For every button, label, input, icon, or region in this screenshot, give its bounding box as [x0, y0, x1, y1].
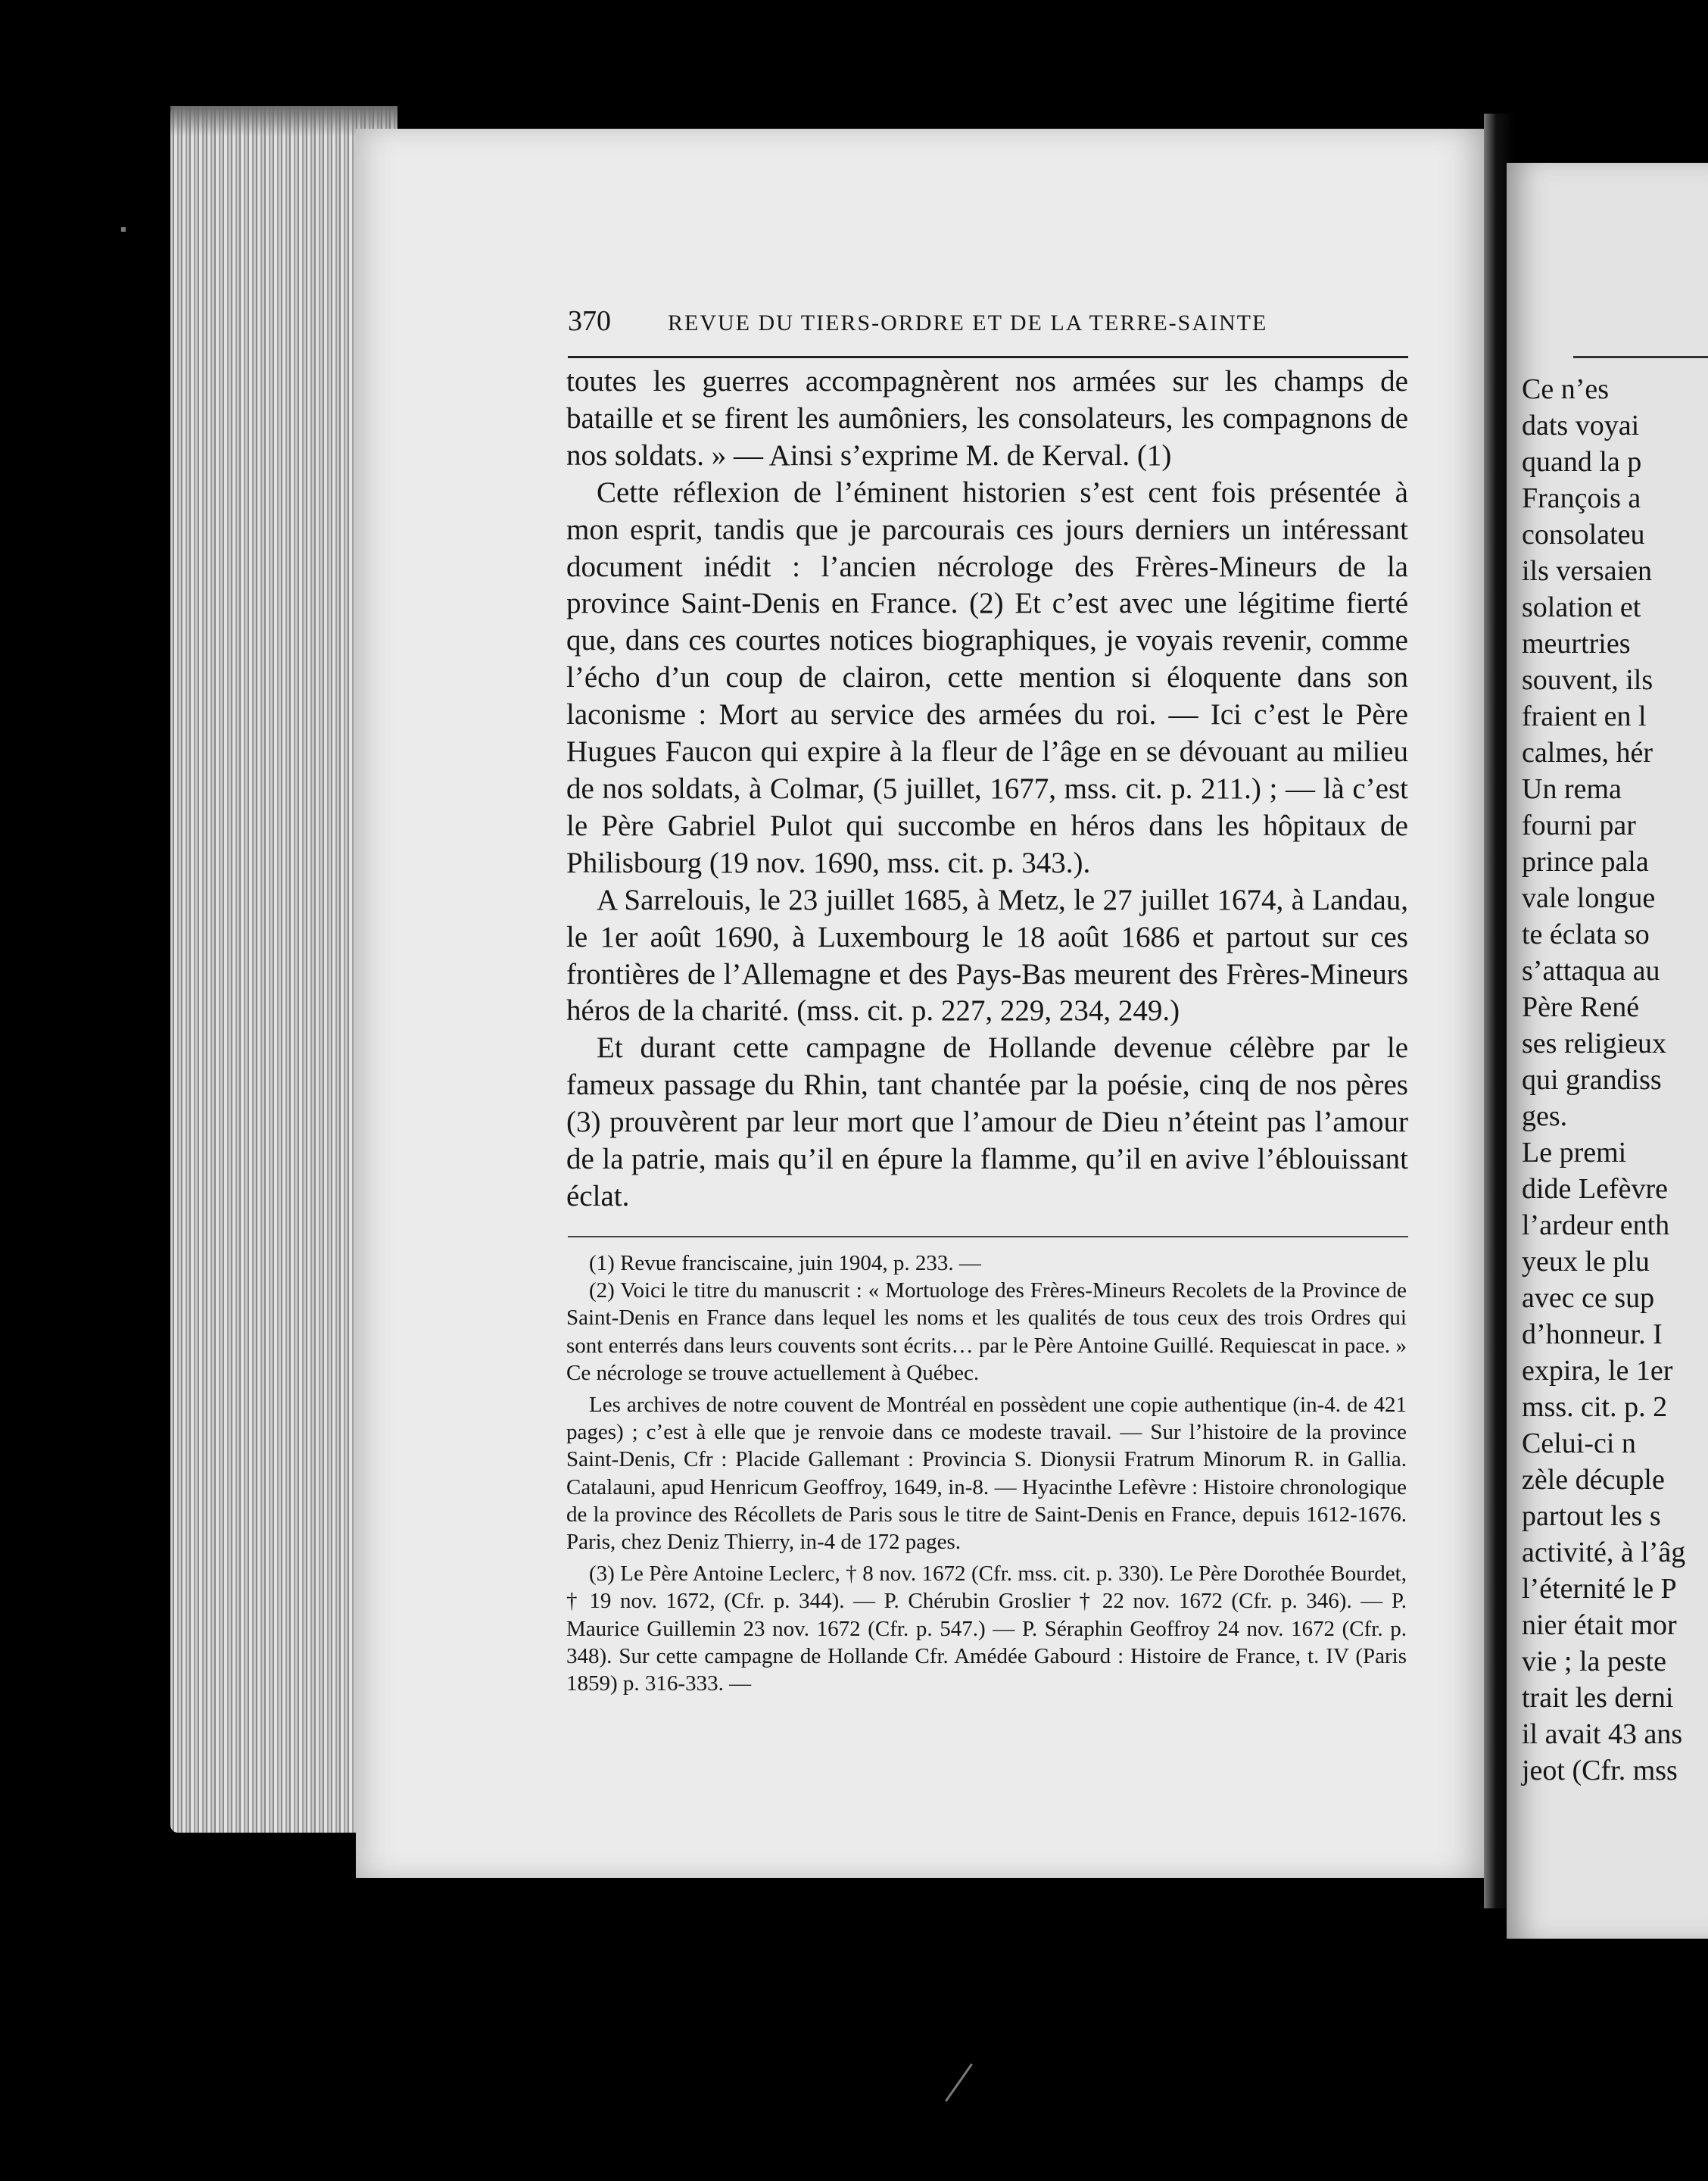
footnote: (1) Revue franciscaine, juin 1904, p. 233. —: [589, 1251, 981, 1275]
right-header-rule: [1573, 356, 1708, 358]
right-page-line: nier était mor: [1522, 1609, 1677, 1641]
running-head: REVUE DU TIERS-ORDRE ET DE LA TERRE-SAINTE: [668, 310, 1268, 335]
right-page-line: il avait 43 ans: [1522, 1718, 1683, 1750]
footnote: Les archives de notre couvent de Montréal en possèdent une copie authentique (in-4. de 421 pages) ; c’est à elle que je renvoie dans ce modeste travail. — Sur l’histoire de la province Saint-Denis, Cfr : Placide Gallemant : Provincia S. Dionysii Fratrum Minorum R. in Gallia. Catalauni, apud Henricum Geoffroy, 1649, in-8. — Hyacinthe Lefèvre : Histoire chronologique de la province des Récollets de Paris sous le titre de Saint-Denis en France, depuis 1612-1676. Paris, chez Deniz Thierry, in-4 de 172 pages.: [566, 1393, 1407, 1555]
right-page-line: calmes, hér: [1522, 737, 1653, 769]
footnote: (3) Le Père Antoine Leclerc, † 8 nov. 1672 (Cfr. mss. cit. p. 330). Le Père Dorothée Bourdet, † 19 nov. 1672, (Cfr. p. 344). — P. Chérubin Groslier † 22 nov. 1672 (Cfr. p. 346). — P. Maurice Guillemin 23 nov. 1672 (Cfr. p. 547.) — P. Séraphin Geoffroy 24 nov. 1672 (Cfr. p. 348). Sur cette campagne de Hollande Cfr. Amédée Gabourd : Histoire de France, t. IV (Paris 1859) p. 316-333. —: [566, 1562, 1407, 1696]
right-page-line: l’ardeur enth: [1522, 1209, 1670, 1241]
right-page-line: vie ; la peste: [1522, 1646, 1666, 1677]
right-page-text: [1522, 371, 1708, 1789]
right-page-line: avec ce sup: [1522, 1282, 1655, 1314]
paragraph: A Sarrelouis, le 23 juillet 1685, à Metz, le 27 juillet 1674, à Landau, le 1er août 1690, à Luxembourg le 18 août 1686 et partout sur ces frontières de l’Allemagne et des Pays-Bas meurent des Frères-Mineurs héros de la charité. (mss. cit. p. 227, 229, 234, 249.): [566, 883, 1408, 1028]
right-page-line: dats voyai: [1522, 410, 1640, 442]
right-page-line: souvent, ils: [1522, 664, 1653, 696]
right-page-line: ils versaien: [1522, 555, 1653, 587]
right-page-line: activité, à l’âg: [1522, 1537, 1686, 1568]
right-page-line: consolateu: [1522, 519, 1645, 551]
right-page-line: François a: [1522, 482, 1641, 514]
right-page-line: Celui-ci n: [1522, 1427, 1636, 1459]
right-page-line: s’attaqua au: [1522, 955, 1660, 987]
right-page-line: trait les derni: [1522, 1682, 1674, 1714]
right-page-line: meurtries: [1522, 628, 1631, 660]
right-page-line: jeot (Cfr. mss: [1522, 1755, 1678, 1786]
body-text: [566, 364, 1408, 1215]
right-page-line: qui grandiss: [1522, 1064, 1662, 1096]
right-page-line: zèle décuple: [1522, 1464, 1665, 1496]
page-header: [568, 304, 1408, 344]
right-page-line: expira, le 1er: [1522, 1355, 1673, 1387]
right-page-line: Le premi: [1522, 1137, 1627, 1169]
right-page-line: ges.: [1522, 1100, 1568, 1132]
footnotes: [566, 1250, 1407, 1697]
right-page-line: te éclata so: [1522, 919, 1650, 950]
paragraph: Cette réflexion de l’éminent historien s’est cent fois présentée à mon esprit, tandis que je parcourais ces jours derniers un intéressant document inédit : l’ancien nécrologe des Frères-Mineurs de la province Saint-Denis en France. (2) Et c’est avec une légitime fierté que, dans ces courtes notices biographiques, je voyais revenir, comme l’écho d’un coup de clairon, cette mention si éloquente dans son laconisme : Mort au service des armées du roi. — Ici c’est le Père Hugues Faucon qui expire à la fleur de l’âge en se dévouant au milieu de nos soldats, à Colmar, (5 juillet, 1677, mss. cit. p. 211.) ; — là c’est le Père Gabriel Pulot qui succombe en héros dans les hôpitaux de Philisbourg (19 nov. 1690, mss. cit. p. 343.).: [566, 476, 1408, 879]
right-page-line: vale longue: [1522, 882, 1656, 914]
right-page-line: ses religieux: [1522, 1028, 1667, 1059]
right-page-line: yeux le plu: [1522, 1246, 1650, 1278]
right-page: [1507, 163, 1708, 1939]
right-page-line: dide Lefèvre: [1522, 1173, 1669, 1205]
right-page-line: Ce n’es: [1522, 373, 1610, 405]
header-rule: [568, 356, 1408, 358]
scan-speck: [945, 2064, 973, 2102]
right-page-line: partout les s: [1522, 1500, 1661, 1532]
right-page-line: fourni par: [1522, 810, 1636, 841]
right-page-line: solation et: [1522, 591, 1641, 623]
right-page-line: l’éternité le P: [1522, 1573, 1677, 1605]
scan-speck: [121, 227, 126, 232]
right-page-line: Père René: [1522, 991, 1640, 1023]
right-page-line: d’honneur. I: [1522, 1318, 1663, 1350]
right-page-line: fraient en l: [1522, 700, 1647, 732]
right-page-line: Un rema: [1522, 773, 1622, 805]
footnote-rule: [568, 1236, 1408, 1237]
right-page-line: quand la p: [1522, 446, 1642, 478]
right-page-line: prince pala: [1522, 846, 1649, 878]
page-number: 370: [568, 305, 611, 337]
paragraph: toutes les guerres accompagnèrent nos armées sur les champs de bataille et se firent les aumôniers, les consolateurs, les compagnons de nos soldats. » — Ainsi s’exprime M. de Kerval. (1): [566, 365, 1408, 472]
right-page-line: mss. cit. p. 2: [1522, 1391, 1668, 1423]
paragraph: Et durant cette campagne de Hollande devenue célèbre par le fameux passage du Rhin, tant chantée par la poésie, cinq de nos pères (3) prouvèrent par leur mort que l’amour de Dieu n’éteint pas l’amour de la patrie, mais qu’il en épure la flamme, qu’il en avive l’éblouissant éclat.: [566, 1031, 1408, 1212]
footnote: (2) Voici le titre du manuscrit : « Mortuologe des Frères-Mineurs Recolets de la Province de Saint-Denis en France dans lequel les noms et les qualités de tous ceux des trois Ordres qui sont enterrés dans leurs couvents sont écrits… par le Père Antoine Guillé. Requiescat in pace. » Ce nécrologe se trouve actuellement à Québec.: [566, 1278, 1407, 1385]
